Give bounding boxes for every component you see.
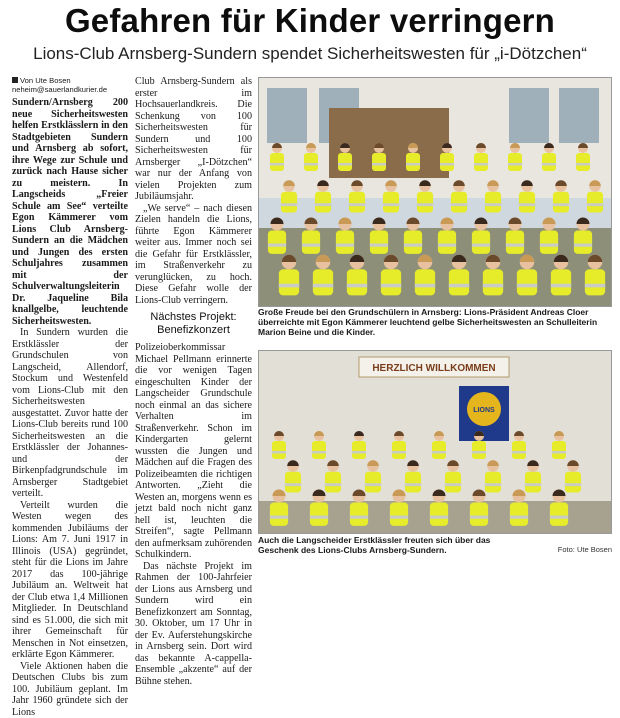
child-in-safety-vest: [445, 460, 461, 492]
child-in-safety-vest: [415, 255, 435, 296]
child-in-safety-vest: [349, 180, 365, 212]
article-paragraph-3: Viele Aktionen haben die Deutschen Clubs bis zum 100. Jubiläum geplant. Im Jahr 1960 gründete sich der Lions: [12, 661, 128, 718]
article-headline: Gefahren für Kinder verringern: [0, 2, 620, 40]
child-in-safety-vest: [281, 180, 297, 212]
child-in-safety-vest: [483, 255, 503, 296]
photo-credit: Foto: Ute Bosen: [540, 545, 612, 554]
byline-square-icon: [12, 77, 18, 83]
photo-arnsberg-group: [258, 77, 612, 307]
window-4: [559, 88, 599, 143]
child-in-safety-vest: [512, 431, 526, 459]
welcome-banner-text: HERZLICH WILLKOMMEN: [372, 363, 495, 374]
child-in-safety-vest: [338, 143, 352, 171]
child-in-safety-vest: [347, 255, 367, 296]
byline-author: Von Ute Bosen: [20, 76, 71, 85]
child-in-safety-vest: [449, 255, 469, 296]
child-in-safety-vest: [285, 460, 301, 492]
article-paragraph-1: In Sundern wurden die Erstklässler der Grundschulen von Langscheid, Allendorf, Stockum und Westenfeld vom Lions-Club mit den Sicherheitswesten ausgestattet. Zuvor hatte der Lions-Club bereits rund 100 Sicherheitswesten an die Erstklässler der Johannes- und der Birkenpfadgrundschule im Arnsberger Stadtgebiet verteilt.: [12, 327, 128, 500]
child-in-safety-vest: [525, 460, 541, 492]
child-in-safety-vest: [268, 218, 286, 254]
child-in-safety-vest: [587, 180, 603, 212]
child-in-safety-vest: [540, 218, 558, 254]
photo-arnsberg-illustration: [259, 78, 611, 306]
child-in-safety-vest: [336, 218, 354, 254]
child-in-safety-vest: [405, 460, 421, 492]
child-in-safety-vest: [508, 143, 522, 171]
text-column-2: [135, 76, 252, 687]
child-in-safety-vest: [432, 431, 446, 459]
text-column-1: [12, 76, 128, 718]
child-in-safety-vest: [470, 490, 488, 526]
window-1: [267, 88, 307, 143]
child-in-safety-vest: [519, 180, 535, 212]
child-in-safety-vest: [574, 218, 592, 254]
child-in-safety-vest: [350, 490, 368, 526]
child-in-safety-vest: [370, 218, 388, 254]
article-lead: Sundern/Arnsberg 200 neue Sicherheitswesten helfen Erstklässlern in den Stadtgebieten Sundern und Arnsberg ab sofort, ihre Wege zur Schule und zurück nach Hause sicher zu meistern. In Langscheids „Freier Schule am See“ verteilte Egon Kämmerer vom Lions Club Arnsberg-Sundern an die Mädchen und Jungen des ersten Schuljahres zusammen mit der Schulverwaltungsleiterin Dr. Jaqueline Bila knallgelbe, leuchtende Sicherheitswesten.: [12, 97, 128, 327]
top-photo-caption: Große Freude bei den Grundschülern in Arnsberg: Lions-Präsident Andreas Cloer überreichte mit Egon Kämmerer leuchtend gelbe Sicherheitswesten an Schulleiterin Marion Beine und die Kinder.: [258, 307, 610, 337]
child-in-safety-vest: [270, 143, 284, 171]
child-in-safety-vest: [485, 180, 501, 212]
child-in-safety-vest: [550, 490, 568, 526]
bottom-photo-caption: Auch die Langscheider Erstklässler freuten sich über das Geschenk des Lions-Clubs Arnsberg-Sundern.: [258, 535, 528, 555]
article-paragraph-7: Das nächste Projekt im Rahmen der 100-Jahrfeier der Lions aus Arnsberg und Sundern wird ein Benefizkonzert am Sonntag, 30. Oktober, um 17 Uhr in der Ev. Auferstehungskirche in Arnsberg sein. Dort wird das bekannte A-cappella-Ensemble „akzente“ auf der Bühne stehen.: [135, 561, 252, 688]
child-in-safety-vest: [270, 490, 288, 526]
article-paragraph-4: Club Arnsberg-Sundern als erster im Hochsauerlandkreis. Die Schenkung von 100 Sicherheitswesten für Sundern und 100 Sicherheitswesten für Arnsberger „I-Dötzchen“ war nur der Anfang von vielen Projekten zum Jubiläumsjahr.: [135, 76, 252, 203]
child-in-safety-vest: [430, 490, 448, 526]
child-in-safety-vest: [552, 431, 566, 459]
child-in-safety-vest: [381, 255, 401, 296]
article-subheadline: Lions-Club Arnsberg-Sundern spendet Sicherheitswesten für „i-Dötzchen“: [0, 44, 620, 64]
child-in-safety-vest: [474, 143, 488, 171]
child-in-safety-vest: [302, 218, 320, 254]
child-in-safety-vest: [383, 180, 399, 212]
child-in-safety-vest: [392, 431, 406, 459]
child-in-safety-vest: [472, 218, 490, 254]
child-in-safety-vest: [417, 180, 433, 212]
child-in-safety-vest: [517, 255, 537, 296]
byline: [12, 76, 128, 94]
photo-langscheid-group: [258, 350, 612, 534]
child-in-safety-vest: [352, 431, 366, 459]
child-in-safety-vest: [304, 143, 318, 171]
lions-logo-text: LIONS: [473, 407, 495, 414]
article-paragraph-6: Polizeioberkommissar Michael Pellmann erinnerte die vor wenigen Tagen eingeschulten Kinder der Langscheider Grundschule noch einmal an das sichere Verhalten im Straßenverkehr. Schon im Kindergarten gelernt wussten die Jungen und Mädchen auf die Fragen des Polizeibeamten die richtigen Antworten. „Zieht die Westen an, morgens wenn es jetzt bald noch nicht ganz hell ist, leuchten die Streifen“, sagte Pellmann den aufmerksam zuhörenden Schulkindern.: [135, 342, 252, 561]
child-in-safety-vest: [506, 218, 524, 254]
child-in-safety-vest: [451, 180, 467, 212]
child-in-safety-vest: [312, 431, 326, 459]
child-in-safety-vest: [325, 460, 341, 492]
child-in-safety-vest: [406, 143, 420, 171]
article-paragraph-5: „We serve“ – nach diesen Zielen handeln die Lions, führte Egon Kämmerer weiter aus. Immer noch sei die Gefahr für Erstklässler, im Straßenverkehr zu verunglücken, zu hoch. Diese Gefahr wolle der Lions-Club verringern.: [135, 203, 252, 307]
child-in-safety-vest: [542, 143, 556, 171]
child-in-safety-vest: [551, 255, 571, 296]
child-in-safety-vest: [472, 431, 486, 459]
child-in-safety-vest: [553, 180, 569, 212]
child-in-safety-vest: [404, 218, 422, 254]
window-3: [509, 88, 549, 143]
child-in-safety-vest: [372, 143, 386, 171]
child-in-safety-vest: [279, 255, 299, 296]
child-in-safety-vest: [272, 431, 286, 459]
child-in-safety-vest: [438, 218, 456, 254]
child-in-safety-vest: [485, 460, 501, 492]
child-in-safety-vest: [315, 180, 331, 212]
photo-langscheid-illustration: [259, 351, 611, 533]
child-in-safety-vest: [510, 490, 528, 526]
child-in-safety-vest: [310, 490, 328, 526]
child-in-safety-vest: [365, 460, 381, 492]
child-in-safety-vest: [440, 143, 454, 171]
child-in-safety-vest: [585, 255, 605, 296]
child-in-safety-vest: [390, 490, 408, 526]
child-in-safety-vest: [565, 460, 581, 492]
byline-email[interactable]: neheim@sauerlandkurier.de: [12, 85, 107, 94]
child-in-safety-vest: [313, 255, 333, 296]
child-in-safety-vest: [576, 143, 590, 171]
article-paragraph-2: Verteilt wurden die Westen wegen des kommenden Jubiläums der Lions: Am 7. Juni 1917 in Illinois (USA) gegründet, steht für die Lions im Jahre 2017 das 100-jährige Jubiläum an. Weltweit hat der Club etwa 1,4 Millionen Mitglieder. In Deutschland sind es 51.000, die sich mit ihrer Gemeinschaft für Menschen in Not einsetzen, erklärte Egon Kämmerer.: [12, 500, 128, 661]
intermediate-heading: Nächstes Projekt: Benefizkonzert: [135, 311, 252, 337]
